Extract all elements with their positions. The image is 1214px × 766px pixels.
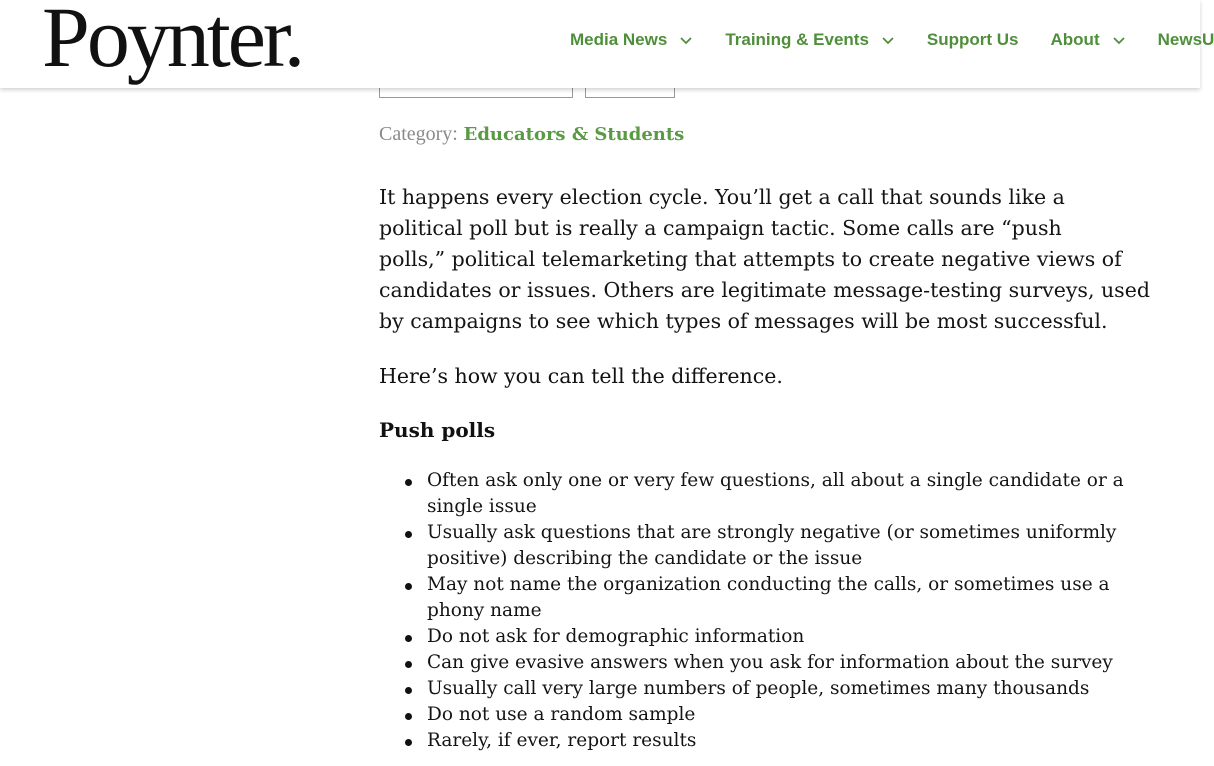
list-item-line: May not name the organization conducting the calls, or sometimes use a [427, 574, 1110, 595]
chevron-down-icon [881, 33, 895, 47]
list-item [427, 520, 1119, 572]
poynter-logo[interactable]: Poynter. [42, 0, 303, 85]
list-item [427, 468, 1124, 520]
main-nav [570, 28, 1214, 52]
article-category [379, 122, 684, 147]
nav-training-events[interactable] [725, 30, 895, 50]
list-item [427, 650, 1119, 676]
push-polls-list [379, 468, 1124, 754]
nav-about-label: About [1050, 30, 1100, 49]
list-item [427, 676, 1119, 702]
nav-training-events-label: Training & Events [725, 30, 869, 49]
article-body [379, 182, 1150, 754]
lead-line: It happens every election cycle. You’ll get a call that sounds like a [379, 185, 1065, 209]
lead-paragraph [379, 182, 1150, 337]
nav-about[interactable] [1051, 30, 1126, 50]
nav-support-us-label: Support Us [926, 30, 1019, 49]
list-item-line: Can give evasive answers when you ask for information about the survey [427, 652, 1113, 673]
list-item-line: single issue [427, 496, 537, 517]
lead-line: by campaigns to see which types of messages will be most successful. [379, 309, 1108, 333]
lead-line: polls,” political telemarketing that attempts to create negative views of [379, 247, 1122, 271]
category-link[interactable]: Educators & Students [463, 124, 685, 145]
list-item [427, 624, 1119, 650]
nav-support-us[interactable] [927, 30, 1019, 50]
list-item [427, 702, 1119, 728]
nav-media-news[interactable] [570, 30, 693, 50]
category-label: Category: [379, 123, 458, 145]
nav-newsu-label: NewsU [1157, 30, 1214, 49]
list-item-line: Usually call very large numbers of people, sometimes many thousands [427, 678, 1090, 699]
site-header [0, 0, 1214, 88]
nav-media-news-label: Media News [570, 30, 668, 49]
lead-line: candidates or issues. Others are legitimate message-testing surveys, used [379, 278, 1150, 302]
list-item-line: Do not ask for demographic information [427, 626, 805, 647]
chevron-down-icon [1112, 33, 1126, 47]
intro-paragraph: Here’s how you can tell the difference. [379, 364, 783, 388]
list-item-line: phony name [427, 600, 542, 621]
list-item-line: positive) describing the candidate or the issue [427, 548, 863, 569]
list-item-line: Do not use a random sample [427, 704, 696, 725]
nav-newsu[interactable] [1158, 30, 1214, 50]
list-item-line: Rarely, if ever, report results [427, 730, 697, 751]
list-item [427, 572, 1119, 624]
section-heading: Push polls [379, 418, 496, 442]
lead-line: political poll but is really a campaign tactic. Some calls are “push [379, 216, 1062, 240]
list-item-line: Usually ask questions that are strongly negative (or sometimes uniformly [427, 522, 1117, 543]
list-item-line: Often ask only one or very few questions, all about a single candidate or a [427, 470, 1124, 491]
list-item [427, 728, 1119, 754]
chevron-down-icon [679, 33, 693, 47]
